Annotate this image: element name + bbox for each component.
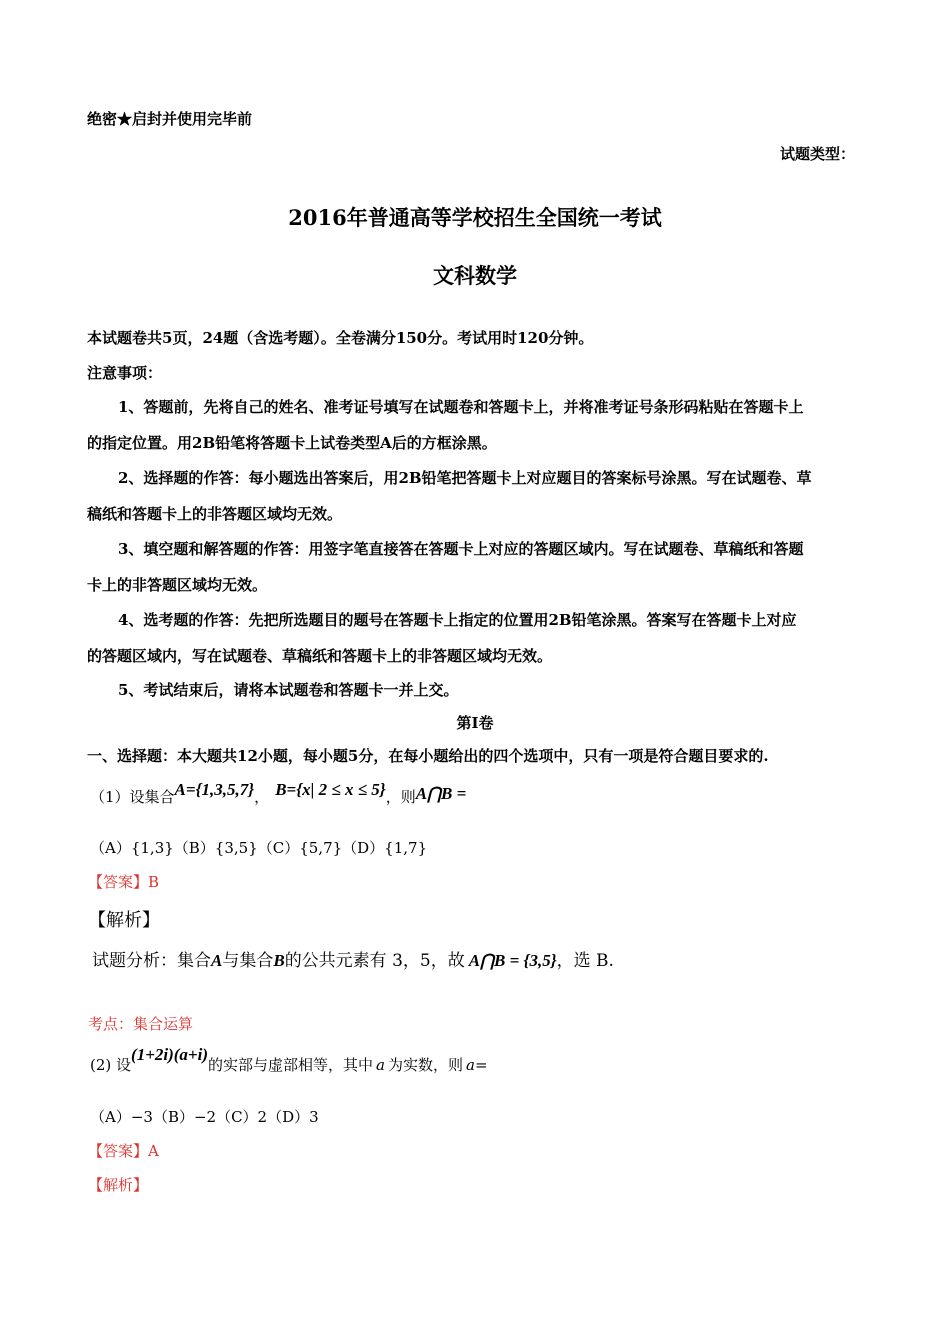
note-2-line-2: 稿纸和答题卡上的非答题区域均无效。	[87, 505, 343, 523]
exam-subtitle: 文科数学	[433, 263, 517, 288]
q2-prefix: (2) 设	[90, 1056, 132, 1074]
q1-set-b: B={x| 2 ≤ x ≤ 5}	[275, 780, 386, 799]
q1-analysis	[92, 946, 614, 971]
q1-point: 考点：集合运算	[88, 1015, 194, 1033]
note-3-line-2: 卡上的非答题区域均无效。	[87, 576, 268, 594]
exam-type-label: 试题类型：	[779, 145, 855, 163]
q1-analysis-text-3: 的公共元素有 3，5，故	[284, 951, 465, 971]
q2-answer: 【答案】A	[88, 1142, 159, 1160]
q1-comma: ，	[254, 788, 270, 806]
q1-analysis-text-2: 与集合	[222, 951, 274, 971]
q1-analysis-expression: A⋂B = {3,5}	[468, 951, 557, 970]
q2-options: （A）−3（B）−2（C）2（D）3	[90, 1108, 319, 1126]
note-3-line-1: 3、填空题和解答题的作答：用签字笔直接答在答题卡上对应的答题区域内。写在试题卷、草稿纸和答题	[118, 540, 804, 558]
note-2-line-1: 2、选择题的作答：每小题选出答案后，用2B铅笔把答题卡上对应题目的答案标号涂黑。写在试题卷、草	[118, 469, 812, 487]
exam-title: 2016年普通高等学校招生全国统一考试	[288, 205, 662, 230]
q2-text: 的实部与虚部相等，其中	[208, 1056, 374, 1074]
q2-text-2: 为实数，则	[387, 1056, 463, 1074]
q1-analysis-label: 【解析】	[88, 910, 160, 931]
q1-then: ，则	[385, 788, 416, 806]
q2-var-a: a	[376, 1056, 385, 1074]
q1-analysis-text-1: 试题分析：集合	[92, 951, 211, 971]
question-2	[90, 1045, 488, 1075]
question-1	[90, 780, 467, 807]
note-1-line-1: 1、答题前，先将自己的姓名、准考证号填写在试题卷和答题卡上，并将准考证号条形码粘贴在答题卡上	[118, 398, 804, 416]
volume-title: 第Ⅰ卷	[456, 714, 494, 732]
confidential-label: 绝密★启封并使用完毕前	[87, 110, 253, 128]
q2-var-a-2: a	[465, 1056, 475, 1074]
q1-answer: 【答案】B	[88, 873, 160, 891]
note-5-line-1: 5、考试结束后，请将本试题卷和答题卡一并上交。	[118, 681, 459, 699]
q2-equals: =	[474, 1056, 488, 1074]
section-1-heading: 一、选择题：本大题共12小题，每小题5分，在每小题给出的四个选项中，只有一项是符合题目要求的.	[87, 747, 769, 765]
exam-intro: 本试题卷共5页，24题（含选考题）。全卷满分150分。考试用时120分钟。	[87, 329, 594, 347]
q1-analysis-var-b: B	[273, 951, 285, 970]
note-4-line-2: 的答题区域内，写在试题卷、草稿纸和答题卡上的非答题区域均无效。	[87, 647, 553, 665]
note-4-line-1: 4、选考题的作答：先把所选题目的题号在答题卡上指定的位置用2B铅笔涂黑。答案写在答题卡上对应	[118, 611, 797, 629]
notes-heading: 注意事项：	[87, 364, 163, 382]
q1-prefix: （1）设集合	[90, 788, 175, 806]
q1-set-a: A={1,3,5,7}	[174, 780, 255, 799]
q1-analysis-text-4: ，选 B.	[556, 951, 614, 971]
q1-expression: A⋂B =	[415, 784, 467, 803]
q2-analysis-label: 【解析】	[88, 1176, 149, 1194]
q2-expression: (1+2i)(a+i)	[131, 1045, 208, 1064]
q1-analysis-var-a: A	[211, 951, 223, 970]
note-1-line-2: 的指定位置。用2B铅笔将答题卡上试卷类型A后的方框涂黑。	[87, 434, 497, 452]
q1-options: （A）{1,3}（B）{3,5}（C）{5,7}（D）{1,7}	[90, 839, 428, 857]
